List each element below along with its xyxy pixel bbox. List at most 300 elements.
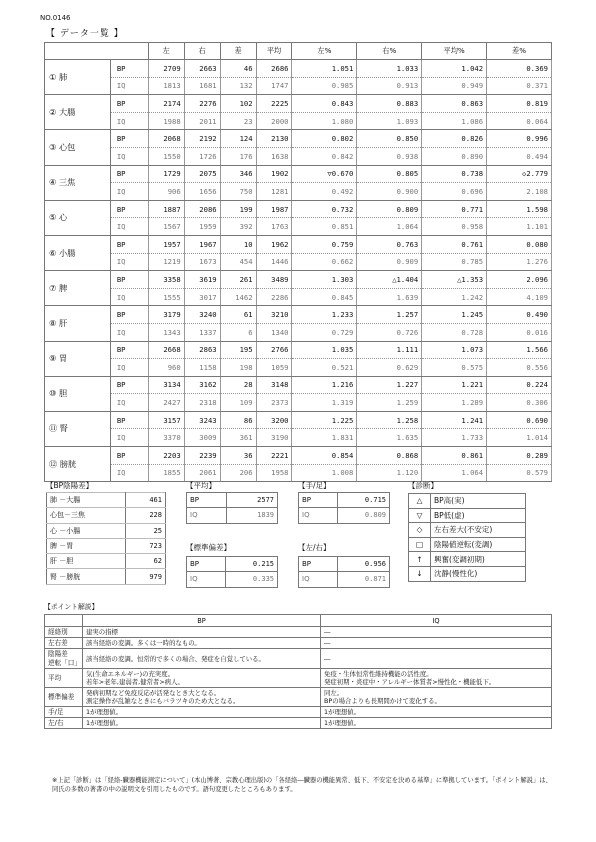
table-row: IQ 1839 [187,508,278,523]
cell-avg-pct: 0.949 [422,77,487,95]
cell-type: BP [110,447,148,465]
table-row [45,323,552,341]
cell-avg: 1446 [256,253,292,271]
explain-bp: 発病初期など免疫反応が活発なとき大となる。 測定操作が乱雑なときにもバラツキのため大となる。 [83,687,321,706]
cell-right-pct: 1.258 [357,411,422,429]
explain-iq: ― [321,627,552,638]
page-title: 【 データ一覧 】 [46,29,124,39]
cell-avg: 1747 [256,77,292,95]
cell-diff-pct: 0.490 [487,306,552,324]
organ-label: ① 肺 [45,60,111,95]
cell-diff-pct: 0.369 [487,60,552,78]
organ-label: ⑧ 肝 [45,306,111,341]
organ-label: ⑤ 心 [45,200,111,235]
cell-right-pct: 1.257 [357,306,422,324]
table-row [45,638,552,649]
table-row [47,493,166,508]
explain-iq: 同左。 BPの場合よりも長期間かけて変化する。 [321,687,552,706]
cell-left-pct: 0.521 [292,359,357,377]
cell-left: 2203 [148,447,184,465]
cell-right-pct: 0.726 [357,323,422,341]
bp-pairs-table [46,492,166,585]
explain-iq: ― [321,649,552,668]
left-right-title: 【左/右】 [298,543,331,552]
table-row [45,271,552,289]
table-header-row [45,615,552,627]
cell-left: 1567 [148,218,184,236]
cell-left-pct: 0.845 [292,288,357,306]
cell-avg-pct: 0.696 [422,183,487,201]
cell-left: 3370 [148,429,184,447]
table-row: IQ 0.335 [187,572,278,587]
pair-label: 腎 －膀胱 [47,569,126,584]
cell-right: 3162 [184,376,220,394]
cell-right-pct: 1.227 [357,376,422,394]
header-blank [45,43,111,60]
cell-right: 2061 [184,464,220,482]
cell-avg: 2000 [256,112,292,130]
cell-avg-pct: 1.064 [422,464,487,482]
cell-left-pct: 0.492 [292,183,357,201]
cell-avg: 3200 [256,411,292,429]
cell-right-pct: 0.763 [357,235,422,253]
cell-left: 1988 [148,112,184,130]
cell-avg-pct: 1.733 [422,429,487,447]
table-row [45,77,552,95]
cell-avg-pct: 0.575 [422,359,487,377]
table-row [45,95,552,113]
table-row [47,538,166,553]
list-item [409,494,526,509]
cell-left: 2174 [148,95,184,113]
pair-label: 心 －小腸 [47,523,126,538]
cell-diff: 86 [220,411,256,429]
cell-left: 2427 [148,394,184,412]
header-average: 平均 [256,43,292,60]
organ-label: ⑩ 胆 [45,376,111,411]
table-row [45,429,552,447]
diagnosis-text: 陰陽値逆転(変調) [431,537,526,552]
cell-diff-pct: 0.690 [487,411,552,429]
cell-avg-pct: 1.073 [422,341,487,359]
pair-value: 723 [126,538,166,553]
cell-right: 1158 [184,359,220,377]
cell-avg: 2766 [256,341,292,359]
cell-diff-pct: 1.566 [487,341,552,359]
cell-avg-pct: 0.771 [422,200,487,218]
cell-right: 3009 [184,429,220,447]
table-row [45,253,552,271]
pair-value: 25 [126,523,166,538]
cell-left: 1813 [148,77,184,95]
cell-left-pct: 1.080 [292,112,357,130]
cell-left-pct: 1.035 [292,341,357,359]
cell-diff-pct: 0.819 [487,95,552,113]
cell-type: IQ [110,464,148,482]
cell-type: BP [110,411,148,429]
cell-type: IQ [110,253,148,271]
header-blank [45,615,83,627]
cell-diff-pct: 1.014 [487,429,552,447]
cell-right: 3240 [184,306,220,324]
cell-right-pct: 0.913 [357,77,422,95]
cell-avg-pct: △1.353 [422,271,487,289]
cell-diff: 46 [220,60,256,78]
explain-bp: 該当経絡の変調。多くは一時的なもの。 [83,638,321,649]
cell-diff: 23 [220,112,256,130]
table-row [45,218,552,236]
cell-diff-pct: 1.598 [487,200,552,218]
cell-avg: 1987 [256,200,292,218]
cell-right-pct: 0.883 [357,95,422,113]
cell-avg-pct: 0.890 [422,147,487,165]
table-row: IQ 0.871 [299,572,390,587]
cell-diff-pct: ◇2.779 [487,165,552,183]
pair-value: 979 [126,569,166,584]
diagnosis-legend [408,493,526,582]
cell-right: 2863 [184,341,220,359]
cell-avg: 3210 [256,306,292,324]
cell-diff: 198 [220,359,256,377]
std-dev-table [186,556,278,588]
cell-avg: 1059 [256,359,292,377]
cell-type: BP [110,271,148,289]
cell-diff: 261 [220,271,256,289]
header-diff-pct: 差% [487,43,552,60]
cell-avg-pct: 1.042 [422,60,487,78]
cell-diff: 102 [220,95,256,113]
cell-right: 3619 [184,271,220,289]
cell-diff: 6 [220,323,256,341]
table-row [45,359,552,377]
table-row [45,200,552,218]
cell-left-pct: 0.843 [292,95,357,113]
cell-right: 2075 [184,165,220,183]
cell-left: 1555 [148,288,184,306]
cell-right: 2318 [184,394,220,412]
cell-diff-pct: 0.556 [487,359,552,377]
explain-iq: 免疫・生体恒常性維持機能の活性度。 発症初期・炎症中・アレルギー体質者>慢性化・機能低下。 [321,668,552,687]
bp-pairs-title: 【BP陰陽差】 [46,481,94,490]
header-right-pct: 右% [357,43,422,60]
table-row [45,687,552,706]
cell-diff: 132 [220,77,256,95]
cell-right-pct: △1.404 [357,271,422,289]
cell-diff: 195 [220,341,256,359]
cell-left-pct: 0.985 [292,77,357,95]
cell-avg-pct: 0.958 [422,218,487,236]
diagnosis-text: BP低(虚) [431,508,526,523]
explain-key: 平均 [45,668,83,687]
cell-left: 1957 [148,235,184,253]
cell-avg-pct: 0.826 [422,130,487,148]
explain-bp: 該当経絡の変調。恒常的で多くの場合、発症を自覚している。 [83,649,321,668]
cell-diff-pct: 0.064 [487,112,552,130]
cell-left: 3179 [148,306,184,324]
cell-avg-pct: 0.728 [422,323,487,341]
table-row [45,649,552,668]
cell-right: 2239 [184,447,220,465]
cell-diff-pct: 0.996 [487,130,552,148]
cell-left-pct: 0.851 [292,218,357,236]
organ-label: ⑫ 膀胱 [45,447,111,482]
cell-diff-pct: 2.108 [487,183,552,201]
cell-type: IQ [110,147,148,165]
header-bp: BP [83,615,321,627]
table-row [45,60,552,78]
data-table [44,42,552,482]
cell-type: IQ [110,429,148,447]
cell-diff: 206 [220,464,256,482]
table-row [45,411,552,429]
cell-left: 2668 [148,341,184,359]
cell-left: 1887 [148,200,184,218]
cell-avg-pct: 1.242 [422,288,487,306]
cell-right-pct: 1.093 [357,112,422,130]
cell-avg: 1902 [256,165,292,183]
cell-diff-pct: 0.371 [487,77,552,95]
table-row [45,235,552,253]
cell-right-pct: 1.259 [357,394,422,412]
explain-bp: 建実の指標 [83,627,321,638]
cell-diff-pct: 0.016 [487,323,552,341]
table-row [45,130,552,148]
cell-avg: 2286 [256,288,292,306]
cell-avg: 2130 [256,130,292,148]
cell-left-pct: ▽0.670 [292,165,357,183]
cell-diff: 750 [220,183,256,201]
cell-type: BP [110,95,148,113]
explain-key: 標準偏差 [45,687,83,706]
cell-type: IQ [110,183,148,201]
cell-left: 1855 [148,464,184,482]
explain-key: 陰陽差 逆転「口」 [45,649,83,668]
cell-diff-pct: 0.579 [487,464,552,482]
cell-avg: 1763 [256,218,292,236]
cell-right: 3243 [184,411,220,429]
table-row [47,554,166,569]
explain-iq: 1が理想値。 [321,706,552,717]
cell-left: 1550 [148,147,184,165]
explain-iq: ― [321,638,552,649]
cell-diff-pct: 0.224 [487,376,552,394]
cell-left-pct: 1.216 [292,376,357,394]
table-row: BP 2577 [187,493,278,508]
cell-diff: 61 [220,306,256,324]
diagnosis-symbol-icon: △ [409,494,431,509]
cell-right-pct: 1.111 [357,341,422,359]
table-row [45,706,552,717]
cell-diff: 199 [220,200,256,218]
explain-key: 左/右 [45,718,83,729]
cell-diff: 176 [220,147,256,165]
diagnosis-text: 沈静(慢性化) [431,566,526,581]
cell-diff: 36 [220,447,256,465]
header-left-pct: 左% [292,43,357,60]
cell-diff: 124 [220,130,256,148]
cell-diff-pct: 0.494 [487,147,552,165]
cell-left-pct: 1.303 [292,271,357,289]
cell-type: IQ [110,394,148,412]
explain-bp: 気(生命エネルギー)の充実度。 若年>老年,建弱者,健常者>病人。 [83,668,321,687]
cell-right-pct: 1.064 [357,218,422,236]
explain-bp: 1が理想値。 [83,706,321,717]
diagnosis-text: 左右差大(不安定) [431,523,526,538]
cell-right-pct: 1.033 [357,60,422,78]
cell-right-pct: 1.639 [357,288,422,306]
cell-right: 1681 [184,77,220,95]
table-row [45,447,552,465]
cell-left-pct: 1.831 [292,429,357,447]
explain-key: 左右差 [45,638,83,649]
cell-avg-pct: 1.241 [422,411,487,429]
cell-right: 1656 [184,183,220,201]
cell-type: IQ [110,112,148,130]
hand-foot-title: 【手/足】 [298,481,331,490]
explain-key: 経絡別 [45,627,83,638]
diagnosis-symbol-icon: ◇ [409,523,431,538]
cell-right: 2276 [184,95,220,113]
table-row [45,183,552,201]
cell-left-pct: 0.732 [292,200,357,218]
cell-right: 1959 [184,218,220,236]
cell-avg-pct: 0.861 [422,447,487,465]
cell-left-pct: 0.759 [292,235,357,253]
diagnosis-symbol-icon: ↓ [409,566,431,581]
cell-left: 3358 [148,271,184,289]
cell-avg: 2686 [256,60,292,78]
cell-left: 2068 [148,130,184,148]
cell-left-pct: 0.802 [292,130,357,148]
cell-avg-pct: 0.785 [422,253,487,271]
cell-right-pct: 0.938 [357,147,422,165]
cell-type: IQ [110,359,148,377]
cell-right: 2011 [184,112,220,130]
average-table [186,492,278,524]
cell-avg: 1340 [256,323,292,341]
cell-type: IQ [110,218,148,236]
cell-avg-pct: 1.221 [422,376,487,394]
cell-left: 1729 [148,165,184,183]
table-row [45,627,552,638]
cell-type: IQ [110,77,148,95]
cell-avg: 2225 [256,95,292,113]
header-type [110,43,148,60]
table-row [45,376,552,394]
cell-right-pct: 0.629 [357,359,422,377]
organ-label: ⑪ 腎 [45,411,111,446]
cell-avg-pct: 0.761 [422,235,487,253]
pair-label: 肺 －大腸 [47,493,126,508]
organ-label: ④ 三焦 [45,165,111,200]
table-row: IQ 0.809 [299,508,390,523]
cell-right: 2663 [184,60,220,78]
table-row [45,394,552,412]
cell-left-pct: 0.842 [292,147,357,165]
pair-value: 228 [126,508,166,523]
cell-diff-pct: 0.080 [487,235,552,253]
organ-label: ⑨ 胃 [45,341,111,376]
cell-avg: 3148 [256,376,292,394]
cell-avg: 1281 [256,183,292,201]
cell-type: BP [110,200,148,218]
cell-right-pct: 0.850 [357,130,422,148]
pair-value: 461 [126,493,166,508]
cell-right: 1726 [184,147,220,165]
table-row [45,165,552,183]
average-title: 【平均】 [186,481,216,490]
cell-avg: 1958 [256,464,292,482]
cell-avg-pct: 1.245 [422,306,487,324]
cell-right: 3017 [184,288,220,306]
header-average-pct: 平均% [422,43,487,60]
cell-diff: 10 [220,235,256,253]
list-item [409,552,526,567]
organ-label: ⑦ 脾 [45,271,111,306]
cell-type: IQ [110,323,148,341]
cell-type: BP [110,376,148,394]
table-row [45,341,552,359]
pair-label: 肝 －胆 [47,554,126,569]
cell-left: 960 [148,359,184,377]
header-iq: IQ [321,615,552,627]
footnote: ※上記「診断」は「経絡-臓器機能測定について」(本山博著、宗教心理出版)の「各経絡―臓器の機能異常、低下、不安定を決める基準」に準拠しています。「ポイント解説」は、同氏の多数の著書の中の説明文を引用したものです。語句変更したところもあります。 [52,777,552,793]
explain-key: 手/足 [45,706,83,717]
cell-left: 3157 [148,411,184,429]
cell-avg: 1638 [256,147,292,165]
cell-diff-pct: 0.306 [487,394,552,412]
cell-type: BP [110,60,148,78]
organ-label: ⑥ 小腸 [45,235,111,270]
header-left: 左 [148,43,184,60]
table-row [45,112,552,130]
list-item [409,537,526,552]
cell-avg: 3489 [256,271,292,289]
diagnosis-symbol-icon: □ [409,537,431,552]
cell-left-pct: 1.225 [292,411,357,429]
table-header-row [45,43,552,60]
cell-type: BP [110,235,148,253]
cell-right-pct: 0.809 [357,200,422,218]
explain-title: 【ポイント解説】 [44,603,99,611]
table-row [45,668,552,687]
cell-left: 1343 [148,323,184,341]
table-row [45,288,552,306]
pair-value: 62 [126,554,166,569]
header-diff: 差 [220,43,256,60]
list-item [409,566,526,581]
table-row [47,523,166,538]
diagnosis-text: 興奮(変調初期) [431,552,526,567]
cell-left: 1219 [148,253,184,271]
cell-type: BP [110,306,148,324]
cell-right-pct: 0.909 [357,253,422,271]
cell-right: 2192 [184,130,220,148]
cell-left-pct: 0.729 [292,323,357,341]
list-item [409,508,526,523]
header-right: 右 [184,43,220,60]
cell-left-pct: 0.854 [292,447,357,465]
explain-table [44,614,552,729]
cell-avg: 2373 [256,394,292,412]
cell-avg-pct: 1.086 [422,112,487,130]
table-row [45,147,552,165]
cell-left: 2709 [148,60,184,78]
cell-avg-pct: 1.289 [422,394,487,412]
cell-right: 1337 [184,323,220,341]
left-right-table [298,556,390,588]
cell-right-pct: 1.120 [357,464,422,482]
